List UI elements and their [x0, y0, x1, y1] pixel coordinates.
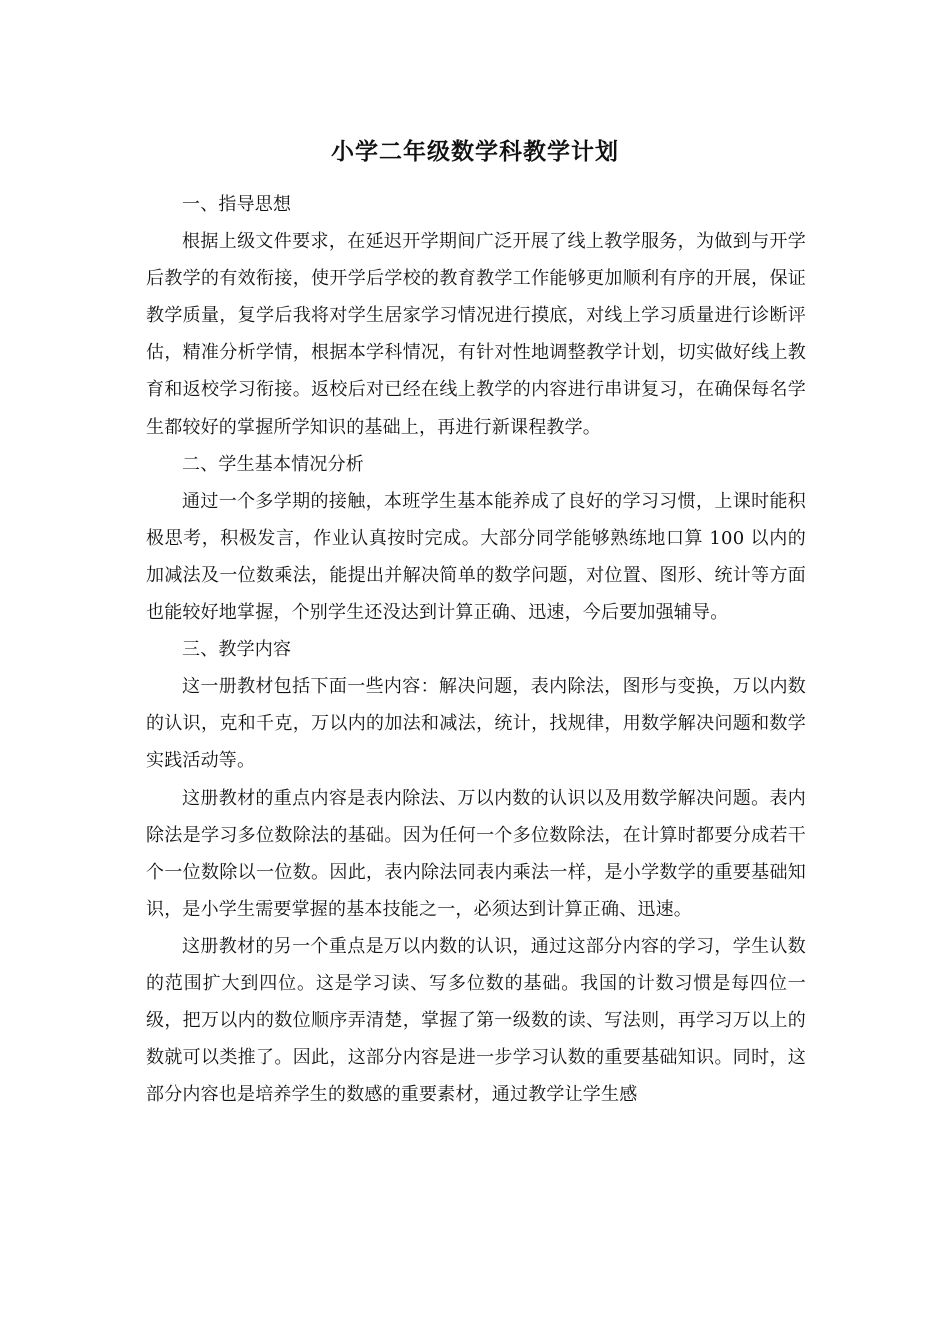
document-title: 小学二年级数学科教学计划 — [331, 138, 619, 165]
paragraph: 这册教材的另一个重点是万以内数的认识，通过这部分内容的学习，学生认数的范围扩大到四位。这是学习读、写多位数的基础。我国的计数习惯是每四位一级，把万以内的数位顺序弄清楚，掌握了第一级数的读、写法则，再学习万以上的数就可以类推了。因此，这部分内容是进一步学习认数的重要基础知识。同时，这部分内容也是培养学生的数感的重要素材，通过教学让学生感 — [146, 935, 806, 1106]
section-heading-teaching-content: 三、教学内容 — [182, 639, 292, 661]
document-body — [146, 186, 806, 1113]
paragraph: 这一册教材包括下面一些内容：解决问题，表内除法，图形与变换，万以内数的认识，克和千克，万以内的加法和减法，统计，找规律，用数学解决问题和数学实践活动等。 — [146, 676, 806, 772]
paragraph: 通过一个多学期的接触，本班学生基本能养成了良好的学习习惯，上课时能积极思考，积极发言，作业认真按时完成。大部分同学能够熟练地口算 100 以内的加减法及一位数乘法，能提出并解决简单的数学问题，对位置、图形、统计等方面也能较好地掌握，个别学生还没达到计算正确、迅速，今后要加强辅导。 — [146, 490, 806, 624]
paragraph: 根据上级文件要求，在延迟开学期间广泛开展了线上教学服务，为做到与开学后教学的有效衔接，使开学后学校的教育教学工作能够更加顺利有序的开展，保证教学质量，复学后我将对学生居家学习情况进行摸底，对线上学习质量进行诊断评估，精准分析学情，根据本学科情况，有针对性地调整教学计划，切实做好线上教育和返校学习衔接。返校后对已经在线上教学的内容进行串讲复习，在确保每名学生都较好的掌握所学知识的基础上，再进行新课程教学。 — [146, 231, 806, 438]
section-heading-guiding-thought: 一、指导思想 — [182, 194, 292, 215]
paragraph: 这册教材的重点内容是表内除法、万以内数的认识以及用数学解决问题。表内除法是学习多位数除法的基础。因为任何一个多位数除法，在计算时都要分成若干个一位数除以一位数。因此，表内除法同表内乘法一样，是小学数学的重要基础知识，是小学生需要掌握的基本技能之一，必须达到计算正确、迅速。 — [146, 787, 806, 920]
section-heading-student-analysis: 二、学生基本情况分析 — [182, 453, 364, 475]
